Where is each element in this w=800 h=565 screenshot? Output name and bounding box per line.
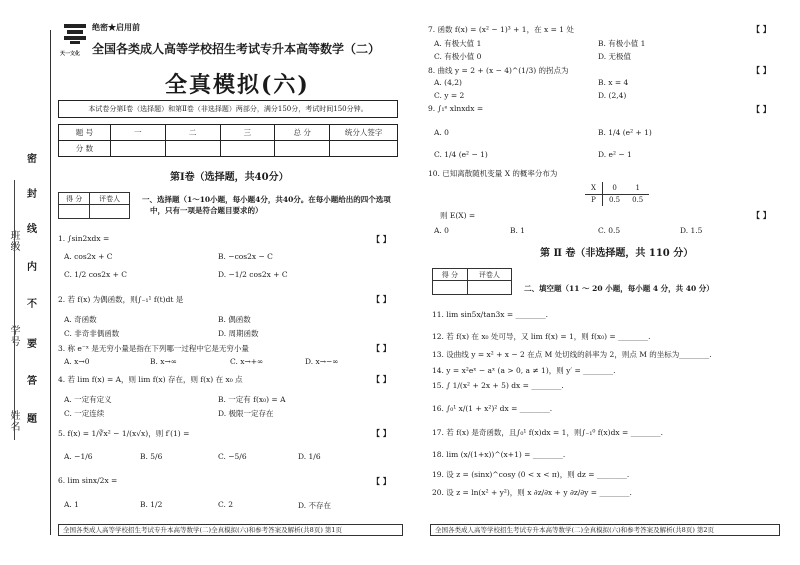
part2-title: 第 Ⅱ 卷（非选择题，共 110 分） — [540, 248, 694, 259]
question-option: A. 0 — [434, 226, 449, 235]
question-option: C. 2 — [218, 500, 234, 509]
question-option: B. −cos2x − C — [218, 252, 273, 261]
question-option: B. 1/4 (e² + 1) — [598, 128, 652, 137]
question-option: C. 非奇非偶函数 — [64, 329, 120, 338]
question-option: D. −1/2 cos2x + C — [218, 270, 288, 279]
question-option: A. 有极大值 1 — [434, 39, 482, 48]
page-footer: 全国各类成人高等学校招生考试专升本高等数学(二)全真模拟(六)和参考答案及解析(共8页) 第2页 — [430, 524, 780, 536]
answer-bracket[interactable]: 【 】 — [752, 210, 771, 220]
question-option: B. x = 4 — [598, 78, 629, 87]
seal-char: 不 — [27, 299, 37, 310]
score-cell: 统分人签字 — [330, 125, 398, 141]
fill-question: 11. lim sin5x/tan3x = ________. — [432, 310, 548, 319]
side-label-id: 学号 — [8, 325, 19, 347]
answer-bracket[interactable]: 【 】 — [752, 24, 771, 34]
part1-title: 第Ⅰ卷（选择题，共40分） — [170, 172, 289, 183]
question-stem: 10. 已知离散随机变量 X 的概率分布为 — [428, 169, 558, 178]
binding-line — [50, 30, 51, 535]
dist-label: P — [585, 194, 602, 206]
question-stem: 4. 若 lim f(x) = A，则 lim f(x) 存在，则 f(x) 在 x₀ 点 — [58, 375, 243, 384]
question-ask: 则 E(X) = — [440, 211, 476, 220]
fill-question: 20. 设 z = ln(x² + y²)，则 x ∂z/∂x + y ∂z/∂y = ________. — [432, 488, 632, 497]
fill-question: 16. ∫₀¹ x/(1 + x²)² dx = ________. — [432, 404, 553, 413]
question-option: D. 1.5 — [680, 226, 703, 235]
seal-char: 答 — [27, 376, 37, 387]
part2-instruction: 二、填空题（11 ～ 20 小题，每小题 4 分，共 40 分） — [524, 284, 714, 293]
score-cell: 一 — [110, 125, 165, 141]
seal-char: 密 — [27, 154, 37, 165]
question-stem: 7. 函数 f(x) = (x² − 1)³ + 1，在 x = 1 处 — [428, 25, 574, 34]
score-cell: 二 — [165, 125, 220, 141]
grader-box — [432, 268, 512, 295]
score-cell: 总 分 — [275, 125, 330, 141]
answer-bracket[interactable]: 【 】 — [372, 343, 391, 353]
question-option: C. y = 2 — [434, 91, 465, 100]
score-table-row — [59, 125, 398, 141]
question-option: C. x→+∞ — [230, 357, 264, 366]
side-label-name: 姓名 — [8, 410, 19, 432]
fill-question: 15. ∫ 1/(x² + 2x + 5) dx = ________. — [432, 381, 564, 390]
question-option: A. 一定有定义 — [64, 395, 112, 404]
question-option: A. 奇函数 — [64, 315, 97, 324]
question-option: B. x→∞ — [150, 357, 178, 366]
side-label-class: 班级 — [8, 230, 19, 252]
fill-question: 19. 设 z = (sinx)^cosy (0 < x < π)，则 dz = ________. — [432, 470, 630, 479]
question-option: A. (4,2) — [434, 78, 462, 87]
question-option: D. (2,4) — [598, 91, 627, 100]
score-cell — [330, 141, 398, 157]
score-cell: 三 — [220, 125, 275, 141]
grader-cell: 评卷人 — [90, 193, 130, 205]
secret-label: 绝密★启用前 — [92, 22, 140, 32]
answer-bracket[interactable]: 【 】 — [372, 294, 391, 304]
probability-distribution — [585, 182, 649, 206]
answer-bracket[interactable]: 【 】 — [372, 428, 391, 438]
answer-bracket[interactable]: 【 】 — [752, 65, 771, 75]
grader-cell: 得 分 — [59, 193, 90, 205]
answer-bracket[interactable]: 【 】 — [372, 234, 391, 244]
part1-instruction: 中，只有一项是符合题目要求的） — [150, 206, 263, 215]
question-stem: 1. ∫sin2xdx = — [58, 234, 110, 243]
fill-question: 12. 若 f(x) 在 x₀ 处可导，又 lim f(x) = 1，则 f(x₀) = ________. — [432, 332, 651, 341]
grader-cell: 评卷人 — [467, 269, 511, 281]
answer-bracket[interactable]: 【 】 — [752, 104, 771, 114]
question-option: C. 1/4 (e² − 1) — [434, 150, 488, 159]
seal-char: 线 — [27, 224, 37, 235]
dist-value: 1 — [635, 183, 640, 192]
seal-char: 内 — [27, 262, 37, 273]
question-option: A. 1 — [64, 500, 79, 509]
score-cell — [220, 141, 275, 157]
question-option: D. 无极值 — [598, 52, 632, 61]
question-option: D. 不存在 — [298, 501, 332, 510]
question-option: A. 0 — [434, 128, 449, 137]
question-option: B. 一定有 f(x₀) = A — [218, 395, 286, 404]
exam-info: 本试卷分第Ⅰ卷（选择题）和第Ⅱ卷（非选择题）两部分，满分150分，考试时间150分钟。 — [58, 100, 398, 118]
fill-question: 14. y = x²eˣ − aˣ (a > 0, a ≠ 1)，则 y′ = ________. — [432, 366, 616, 375]
seal-char: 题 — [27, 414, 37, 425]
publisher-logo — [62, 22, 88, 48]
score-table — [58, 124, 398, 157]
question-option: B. 有极小值 1 — [598, 39, 646, 48]
question-option: C. 0.5 — [598, 226, 621, 235]
exam-series-title: 全国各类成人高等学校招生考试专升本高等数学（二） — [92, 42, 381, 56]
question-option: D. x→−∞ — [305, 357, 339, 366]
question-option: B. 1/2 — [140, 500, 163, 509]
question-option: D. 极限一定存在 — [218, 409, 274, 418]
question-option: A. x→0 — [64, 357, 90, 366]
question-option: A. cos2x + C — [64, 252, 113, 261]
score-cell: 题 号 — [59, 125, 111, 141]
question-option: C. 1/2 cos2x + C — [64, 270, 128, 279]
seal-char: 要 — [27, 339, 37, 350]
logo-text: 天一文化 — [60, 51, 81, 57]
grader-box — [58, 192, 130, 219]
question-stem: 3. 称 e⁻ˣ 是无穷小量是指在下列哪一过程中它是无穷小量 — [58, 344, 249, 353]
question-option: D. 周期函数 — [218, 329, 259, 338]
grader-cell: 得 分 — [433, 269, 468, 281]
question-option: A. −1/6 — [64, 452, 93, 461]
answer-bracket[interactable]: 【 】 — [372, 374, 391, 384]
question-stem: 6. lim sinx/2x = — [58, 476, 118, 485]
dist-prob: 0.5 — [632, 196, 644, 205]
question-option: C. −5/6 — [218, 452, 247, 461]
dist-label: X — [585, 182, 602, 194]
question-stem: 8. 曲线 y = 2 + (x − 4)^(1/3) 的拐点为 — [428, 66, 569, 75]
score-cell: 分 数 — [59, 141, 111, 157]
question-option: B. 1 — [510, 226, 526, 235]
score-table-row — [59, 141, 398, 157]
question-option: D. 1/6 — [298, 452, 321, 461]
question-stem: 5. f(x) = 1/∛x² − 1/(x√x)，则 f′(1) = — [58, 429, 190, 438]
side-write-line — [14, 180, 15, 440]
question-option: C. 一定连续 — [64, 409, 105, 418]
question-option: B. 偶函数 — [218, 315, 251, 324]
question-stem: 2. 若 f(x) 为偶函数，则∫₋₁¹ f(t)dt 是 — [58, 295, 184, 304]
score-cell — [275, 141, 330, 157]
seal-char: 封 — [27, 189, 37, 200]
score-cell — [110, 141, 165, 157]
fill-question: 13. 设曲线 y = x² + x − 2 在点 M 处切线的斜率为 2，则点 M 的坐标为________. — [432, 350, 712, 359]
question-option: B. 5/6 — [140, 452, 163, 461]
fill-question: 17. 若 f(x) 是奇函数，且∫₀¹ f(x)dx = 1，则∫₋₁⁰ f(x)dx = ________. — [432, 428, 664, 437]
part1-instruction: 一、选择题（1～10小题，每小题4分，共40分。在每小题给出的四个选项 — [142, 195, 391, 204]
exam-title: 全真模拟(六) — [165, 72, 310, 98]
score-cell — [165, 141, 220, 157]
question-option: C. 有极小值 0 — [434, 52, 482, 61]
page-footer: 全国各类成人高等学校招生考试专升本高等数学(二)全真模拟(六)和参考答案及解析(共8页) 第1页 — [58, 524, 403, 536]
dist-prob: 0.5 — [608, 196, 621, 205]
answer-bracket[interactable]: 【 】 — [372, 476, 391, 486]
question-option: D. e² − 1 — [598, 150, 632, 159]
question-stem: 9. ∫₁ᵉ xlnxdx = — [428, 104, 484, 113]
fill-question: 18. lim (x/(1+x))^(x+1) = ________. — [432, 450, 566, 459]
dist-value: 0 — [612, 183, 617, 192]
